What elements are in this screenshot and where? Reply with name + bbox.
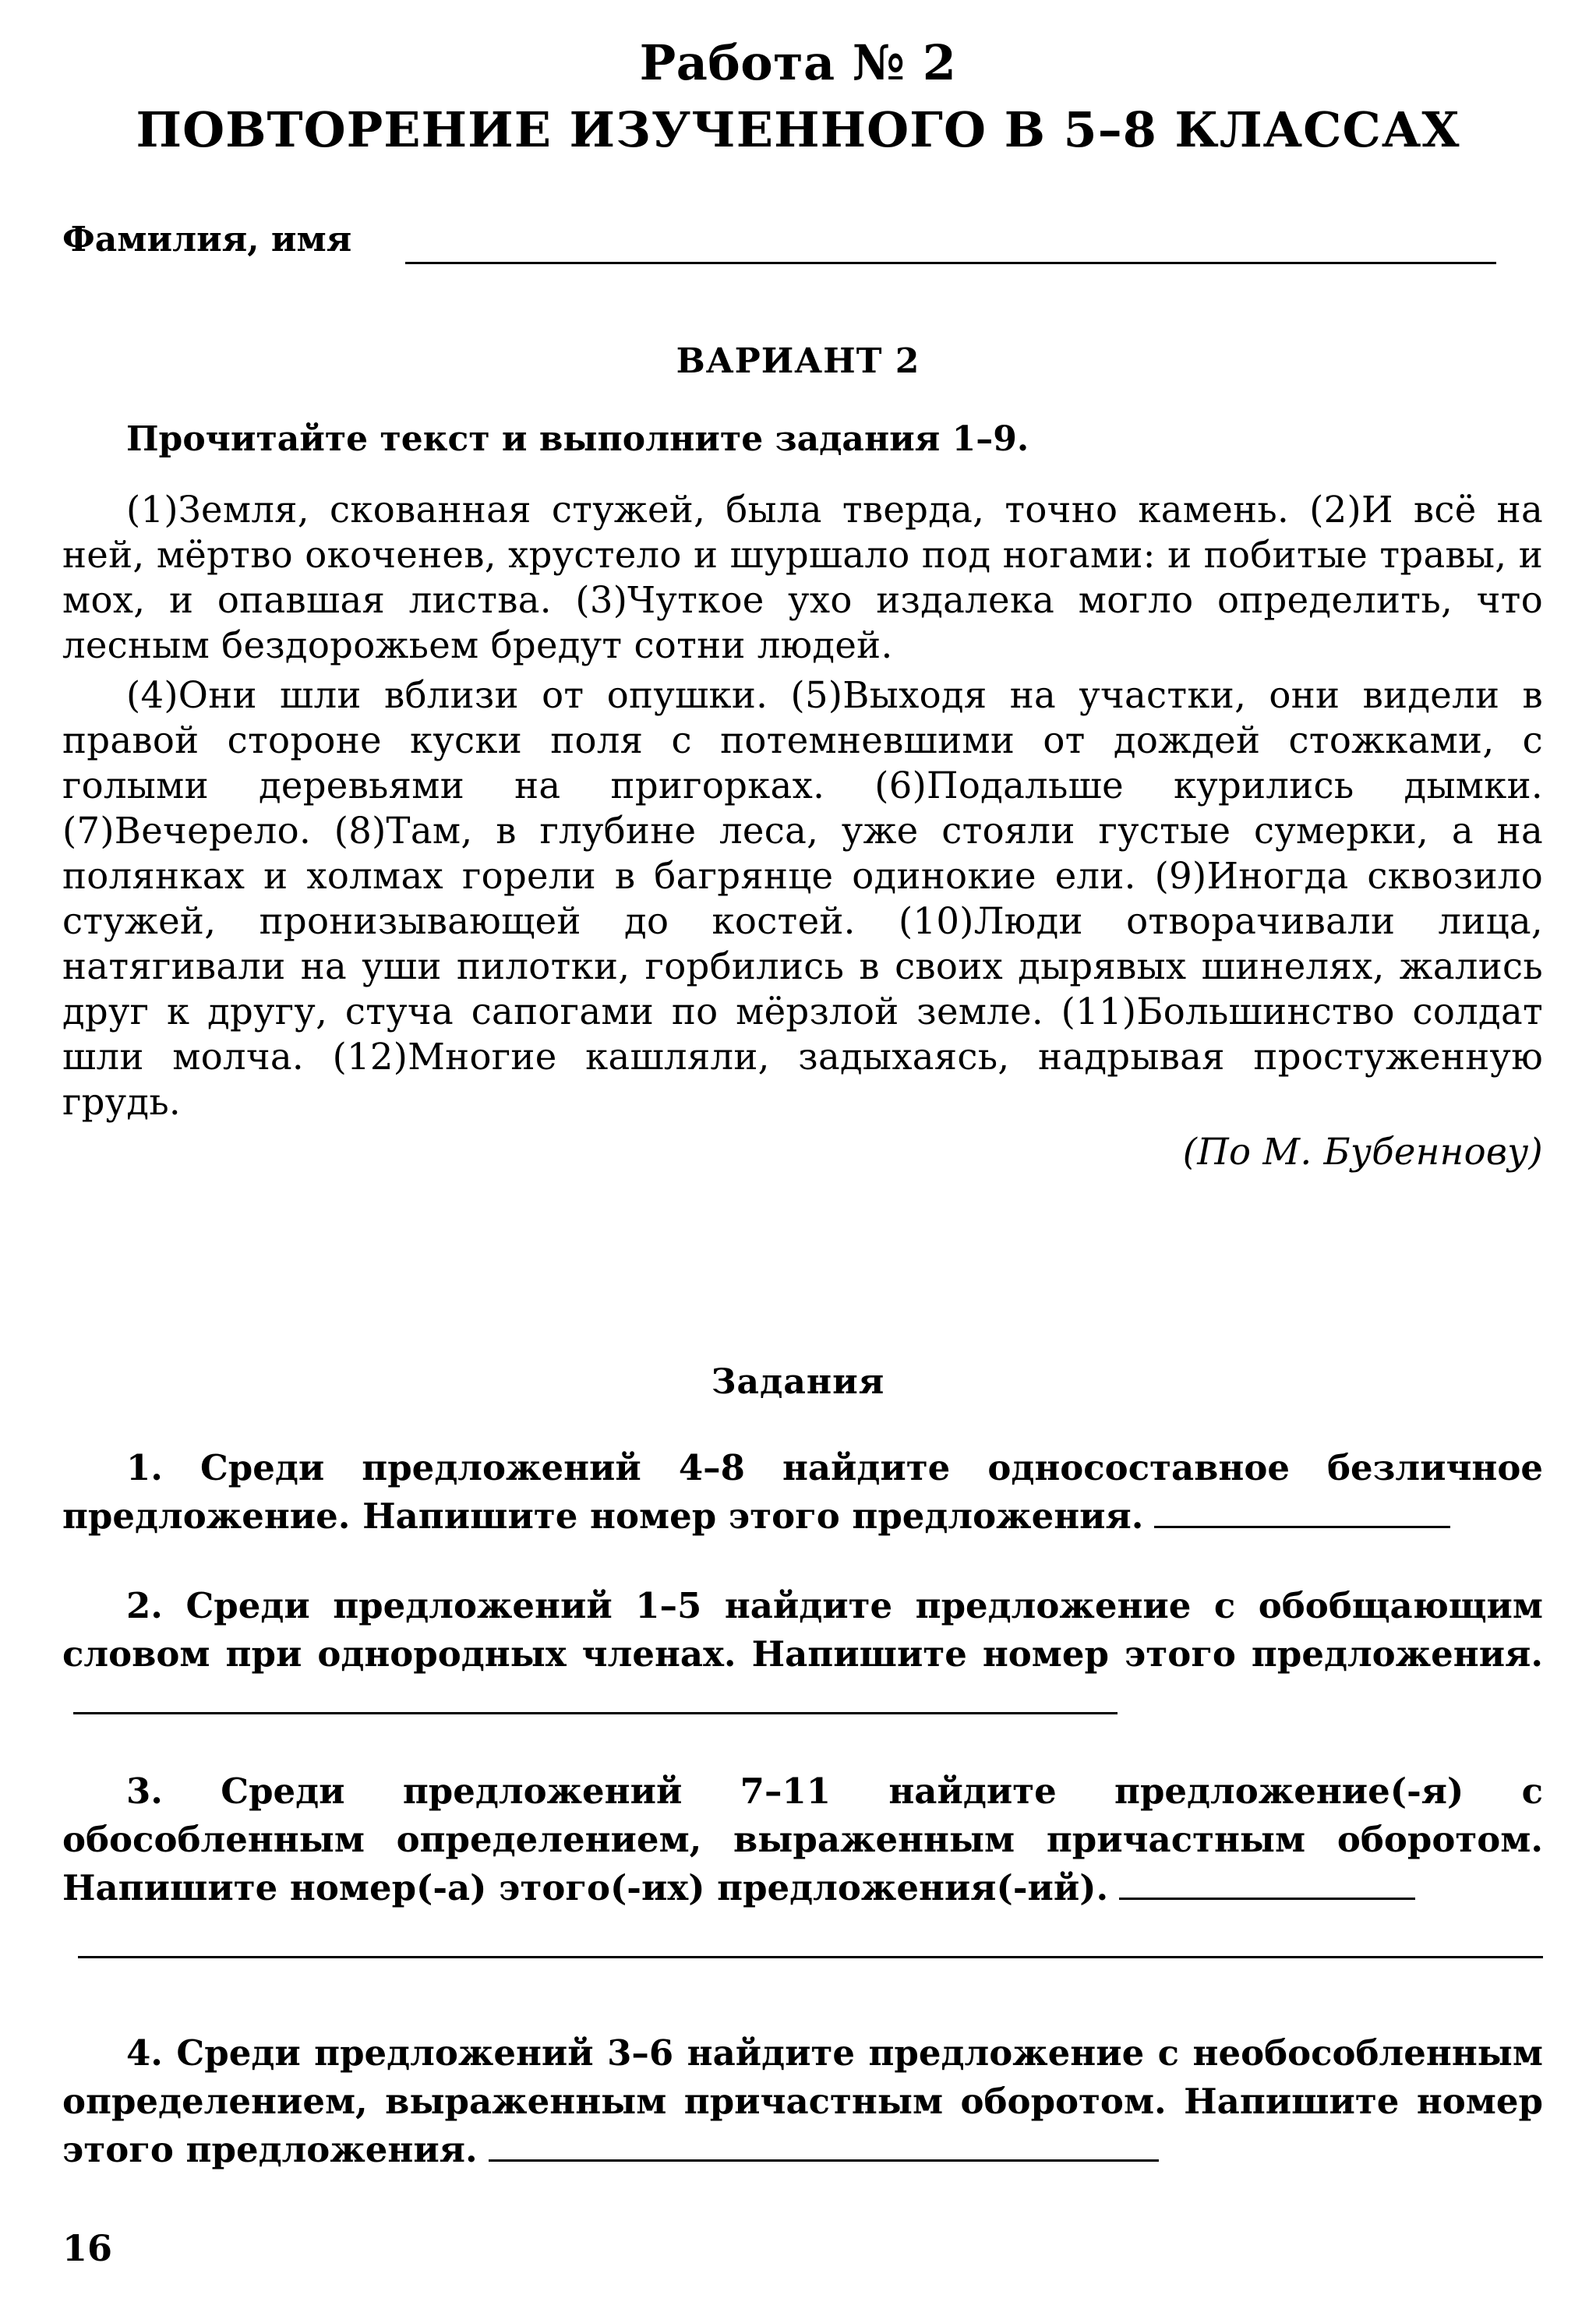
tasks-heading: Задания [711, 1362, 885, 1402]
task-2-answer-line[interactable] [73, 1711, 1118, 1714]
task-4 [62, 2029, 1543, 2174]
student-name-row [62, 212, 1496, 267]
work-subtitle: ПОВТОРЕНИЕ ИЗУЧЕННОГО В 5–8 КЛАССАХ [136, 101, 1460, 158]
name-answer-line[interactable] [405, 262, 1496, 264]
task-2 [62, 1582, 1543, 1727]
task-1 [62, 1444, 1543, 1541]
text-paragraph-2: (4)Они шли вблизи от опушки. (5)Выходя на участки, они видели в правой стороне куски поля с потемневшими от дождей стожками, с голыми деревьями на пригорках. (6)Подальше курились дымки. (7)Вечерело. (8)Там, в глубине леса, уже стояли густые сумерки, а на полянках и холмах горели в багрянце одинокие ели. (9)Иногда сквозило стужей, пронизывающей до костей. (10)Люди отворачивали лица, натягивали на уши пилотки, горбились в своих дырявых шинелях, жались друг к другу, стуча сапогами по мёрзлой земле. (11)Большинство солдат шли молча. (12)Многие кашляли, задыхаясь, надрывая простуженную грудь. [62, 674, 1543, 1123]
task-1-text: 1. Среди предложений 4–8 найдите односоставное безличное предложение. Напишите номер этого предложения. [62, 1447, 1543, 1537]
reading-text [62, 487, 1543, 1174]
variant-heading: ВАРИАНТ 2 [676, 341, 920, 381]
task-1-answer-line[interactable] [1154, 1525, 1450, 1528]
task-3-answer-line[interactable] [1119, 1897, 1415, 1900]
task-4-text: 4. Среди предложений 3–6 найдите предложение с необособленным определением, выраженным причастным оборотом. Напишите номер этого предложения. [62, 2032, 1543, 2170]
page-number: 16 [62, 2227, 113, 2269]
task-4-answer-line[interactable] [489, 2159, 1159, 2162]
task-3-text: 3. Среди предложений 7–11 найдите предложение(-я) с обособленным определением, выраженным причастным оборотом. Напишите номер(-а) этого(-их) предложения(-ий). [62, 1771, 1543, 1908]
instruction: Прочитайте текст и выполните задания 1–9. [126, 419, 1029, 459]
task-3 [62, 1767, 1543, 1912]
text-author: (По М. Бубеннову) [1182, 1131, 1543, 1173]
task-3-extra-answer-line[interactable] [78, 1956, 1543, 1958]
task-2-text: 2. Среди предложений 1–5 найдите предложение с обобщающим словом при однородных членах. Напишите номер этого предложения. [62, 1585, 1543, 1675]
name-label: Фамилия, имя [62, 220, 352, 259]
work-title: Работа № 2 [639, 34, 957, 91]
text-paragraph-1: (1)Земля, скованная стужей, была тверда, точно камень. (2)И всё на ней, мёртво окоченев, хрустело и шуршало под ногами: и побитые травы, и мох, и опавшая листва. (3)Чуткое ухо издалека могло определить, что лесным бездорожьем бредут сотни людей. [62, 489, 1543, 666]
